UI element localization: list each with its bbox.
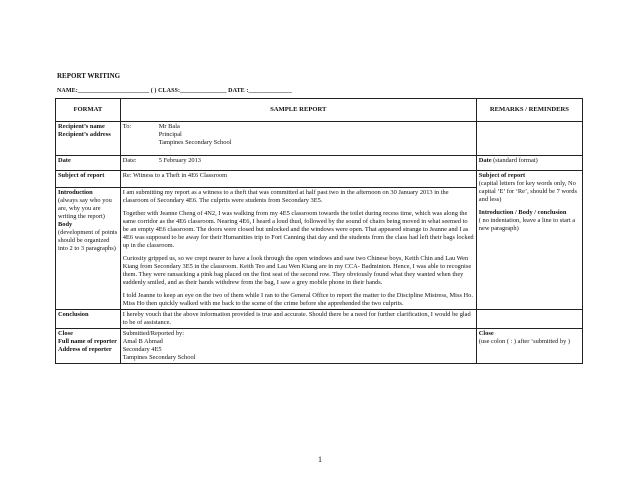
format-introduction-title: Introduction xyxy=(58,189,93,196)
remark-body-text: ( no indentation, leave a line to start a new paragraph) xyxy=(478,217,576,232)
table-row-recipient xyxy=(56,122,583,156)
remark-cell-date xyxy=(476,156,582,171)
subject-text: Re: Witness to a Theft in 4E6 Classroom xyxy=(122,172,228,179)
format-cell-close xyxy=(56,329,121,364)
recipient-line: Tampines Secondary School xyxy=(158,139,232,146)
date-label: Date: xyxy=(122,157,137,164)
format-address: Address of reporter xyxy=(58,346,112,353)
recipient-line: Mr Bala xyxy=(158,123,180,130)
column-header-sample-report: SAMPLE REPORT xyxy=(120,99,476,122)
format-introduction-note: (always say who you are, why you are writing the report) xyxy=(58,197,112,220)
sample-cell-recipient xyxy=(120,122,476,156)
column-header-format: FORMAT xyxy=(56,99,121,122)
format-full-name: Full name of reporter xyxy=(58,338,117,345)
conclusion-text: I hereby vouch that the above information provided is true and accurate. Should there be a need for further clarification, I would be glad to be of assistance. xyxy=(122,311,471,326)
format-subject: Subject of report xyxy=(58,172,105,179)
format-conclusion: Conclusion xyxy=(58,311,89,318)
report-paragraph: I told Jeanne to keep an eye on the two of them while I ran to the General Office to report the matter to the Discipline Mistress, Miss Ho. Miss Ho then quickly walked with me back to the scene of the crime before she apprehended the two culprits. xyxy=(122,292,473,307)
format-body-note: (development of points should be organized into 2 to 3 paragraphs) xyxy=(58,229,118,252)
remark-close-text: (use colon ( : ) after ‘submitted by ) xyxy=(478,338,570,345)
format-body-title: Body xyxy=(58,221,73,228)
format-cell-body xyxy=(56,188,121,310)
remark-cell-subject-body xyxy=(476,171,582,310)
sample-cell-close xyxy=(120,329,476,364)
format-cell-conclusion xyxy=(56,310,121,329)
to-label: To: xyxy=(122,123,132,130)
report-paragraph: Curiosity gripped us, so we crept nearer to have a look through the open windows and saw two Chinese boys, Keith Chin and Lau Wen Kiang from Secondary 3E5 in the classroom. Keith Teo and Lau Wen Kiang are in my CCA- Badminton. Hence, I was able to recognise them. They were ransacking a pink bag placed on the first seat of the second row. They obviously found what they wanted when they suddenly smiled, and as their hands withdrew from the bag, I saw a grey mobile phone in their hands. xyxy=(122,255,472,286)
recipient-line: Principal xyxy=(158,131,182,138)
report-paragraph: I am submitting my report as a witness to a theft that was committed at half past two in the afternoon on 30 January 2013 in the classroom of Secondary 4E6. The culprits were students from Secondary 3E5. xyxy=(122,189,449,204)
page-number: 1 xyxy=(318,455,322,464)
name-class-date-line: NAME:_______________________ ( ) CLASS:_______________ DATE :______________ xyxy=(57,88,292,94)
document-heading: REPORT WRITING xyxy=(57,72,121,80)
format-recipient-address: Recipient’s address xyxy=(58,131,111,138)
close-line: Secondary 4E5 xyxy=(122,346,162,353)
sample-cell-body xyxy=(120,188,476,310)
close-line: Submitted/Reported by: xyxy=(122,330,184,337)
remark-cell-recipient xyxy=(476,122,582,156)
table-row-conclusion xyxy=(56,310,583,329)
column-header-remarks: REMARKS / REMINDERS xyxy=(476,99,582,122)
format-date: Date xyxy=(58,157,71,164)
close-line: Amal B Ahmad xyxy=(122,338,163,345)
remark-close-title: Close xyxy=(478,330,494,337)
sample-cell-conclusion xyxy=(120,310,476,329)
date-value: 5 February 2013 xyxy=(158,157,201,164)
remark-cell-close xyxy=(476,329,582,364)
remark-cell-conclusion xyxy=(476,310,582,329)
sample-cell-date xyxy=(120,156,476,171)
table-row-close xyxy=(56,329,583,364)
remark-subject-title: Subject of report xyxy=(478,172,526,179)
remark-date-text: (standard format) xyxy=(491,157,538,164)
format-cell-date xyxy=(56,156,121,171)
remark-body-title: Introduction / Body / conclusion xyxy=(478,209,567,216)
report-paragraph: Together with Jeanne Cheng of 4N2, I was walking from my 4E5 classroom towards the toilet during recess time, which was along the same corridor as the 4E6 classroom. Nearing 4E6, I heard a loud thud, followed by the sound of chairs being moved in what seemed to be an empty 4E6 classroom. The doors were closed but unlocked and the windows were open. That appeared strange to Jeanne and I as 4E6 was supposed to be away for their Humanities trip to Fort Canning that day and the students from the class had left their bags locked up in the classroom. xyxy=(122,210,474,249)
table-header-row xyxy=(56,99,583,122)
format-cell-recipient xyxy=(56,122,121,156)
format-close: Close xyxy=(58,330,73,337)
sample-cell-subject xyxy=(120,171,476,188)
report-format-table xyxy=(55,98,583,364)
format-recipient-name: Recipient’s name xyxy=(58,123,105,130)
close-line: Tampines Secondary School xyxy=(122,354,196,361)
remark-subject-text: (capital letters for key words only, No capital ‘E’ for ‘Re’, should be 7 words and less) xyxy=(478,180,577,203)
format-cell-subject xyxy=(56,171,121,188)
remark-date-title: Date xyxy=(478,157,492,164)
table-row-subject xyxy=(56,171,583,188)
table-row-date xyxy=(56,156,583,171)
